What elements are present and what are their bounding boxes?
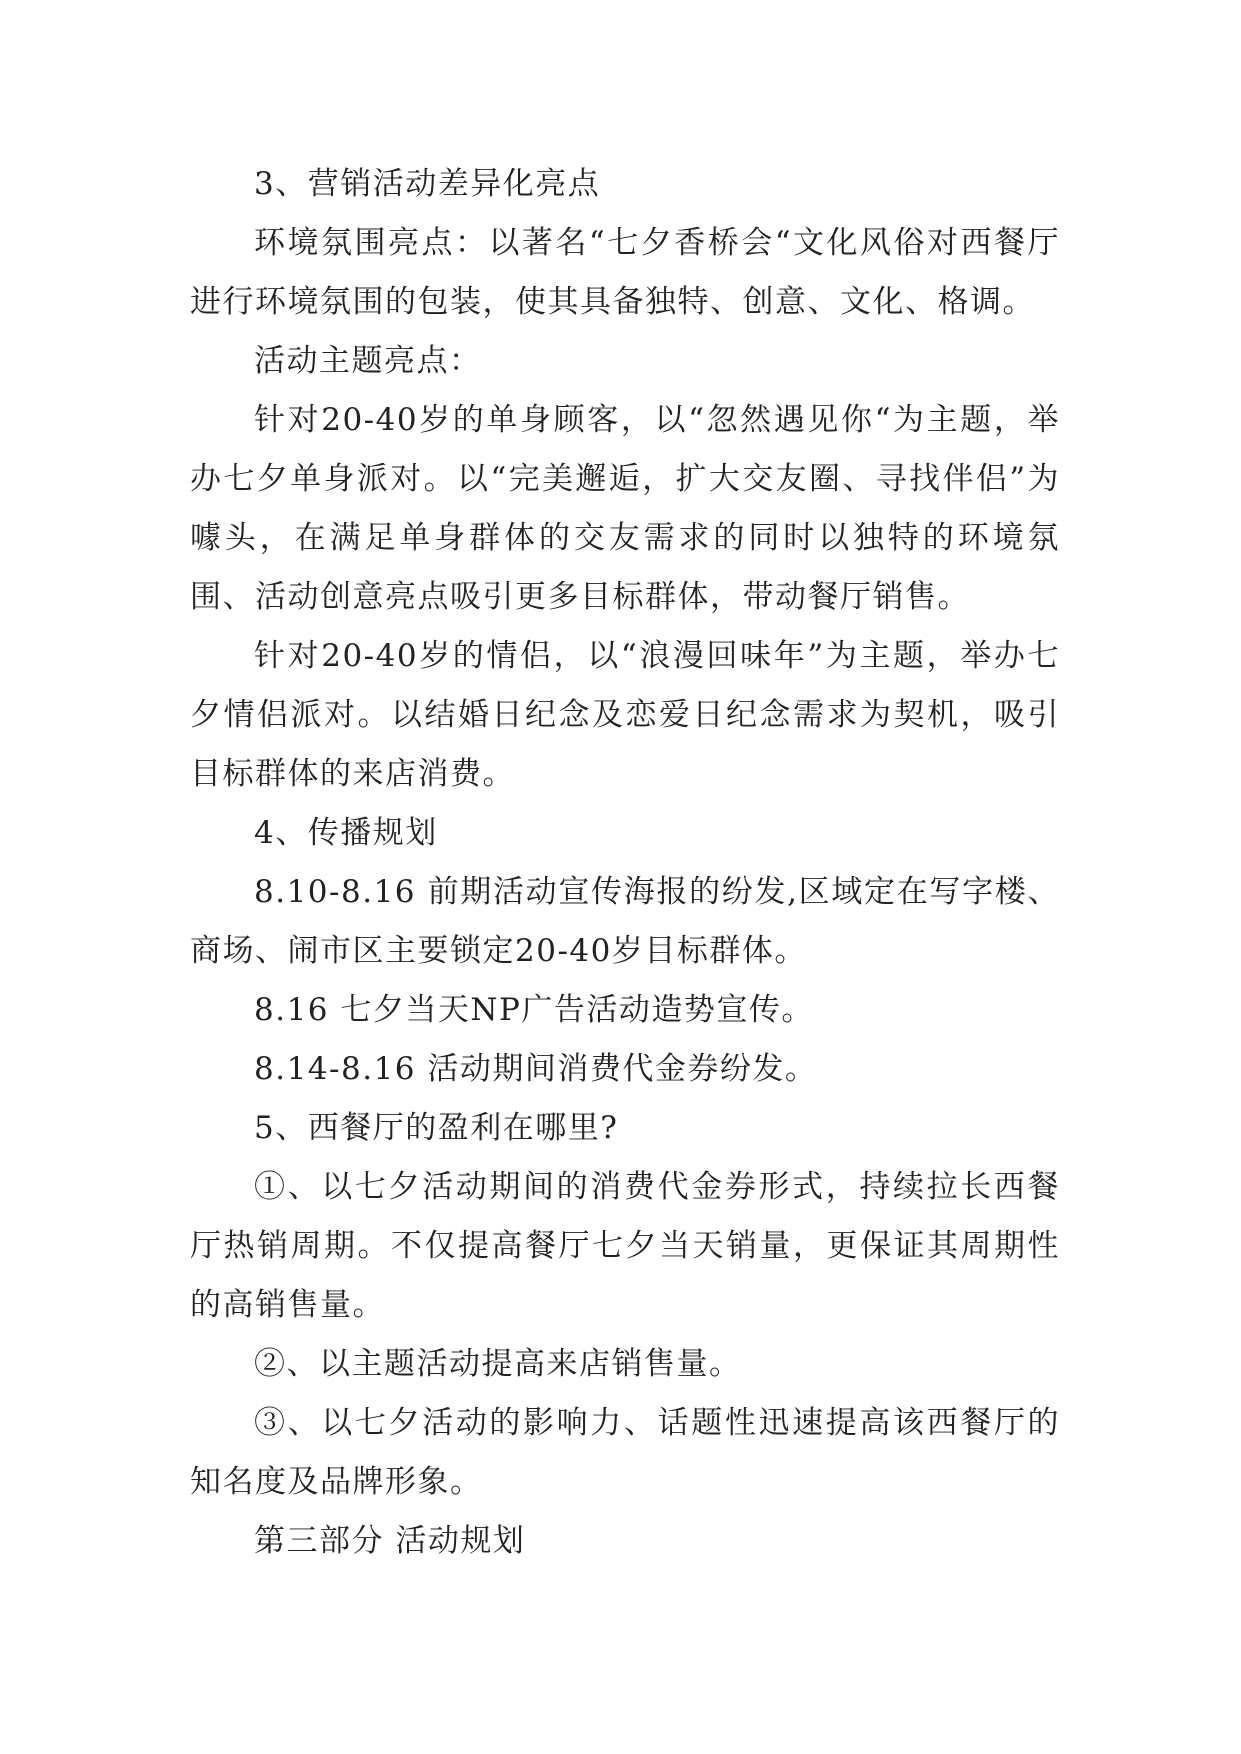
- document-body: [190, 155, 1060, 1571]
- paragraph-np-advertising: 8.16 七夕当天NP广告活动造势宣传。: [254, 992, 814, 1028]
- heading-marketing-highlights: 3、营销活动差异化亮点: [254, 166, 601, 202]
- heading-part-three: 第三部分 活动规划: [254, 1523, 526, 1559]
- paragraph-profit-point-3: ③、以七夕活动的影响力、话题性迅速提高该西餐厅的知名度及品牌形象。: [190, 1405, 1060, 1500]
- paragraph-profit-point-2: ②、以主题活动提高来店销售量。: [254, 1346, 742, 1382]
- paragraph-environment-highlight: 环境氛围亮点：以著名“七夕香桥会“文化风俗对西餐厅进行环境氛围的包装，使其具备独特、创意、文化、格调。: [190, 225, 1060, 320]
- paragraph-theme-highlight-label: 活动主题亮点：: [254, 343, 482, 379]
- heading-profit: 5、西餐厅的盈利在哪里?: [254, 1110, 619, 1146]
- heading-promotion-plan: 4、传播规划: [254, 815, 438, 851]
- paragraph-singles-party: 针对20-40岁的单身顾客，以“忽然遇见你“为主题，举办七夕单身派对。以“完美邂逅，扩大交友圈、寻找伴侣”为噱头，在满足单身群体的交友需求的同时以独特的环境氛围、活动创意亮点吸引更多目标群体，带动餐厅销售。: [190, 402, 1060, 615]
- paragraph-couples-party: 针对20-40岁的情侣，以“浪漫回味年”为主题，举办七夕情侣派对。以结婚日纪念及恋爱日纪念需求为契机，吸引目标群体的来店消费。: [190, 638, 1060, 792]
- paragraph-voucher-distribution: 8.14-8.16 活动期间消费代金券纷发。: [254, 1051, 818, 1087]
- paragraph-poster-distribution: 8.10-8.16 前期活动宣传海报的纷发,区域定在写字楼、商场、闹市区主要锁定20-40岁目标群体。: [190, 874, 1060, 969]
- paragraph-profit-point-1: ①、以七夕活动期间的消费代金券形式，持续拉长西餐厅热销周期。不仅提高餐厅七夕当天销量，更保证其周期性的高销售量。: [190, 1169, 1060, 1323]
